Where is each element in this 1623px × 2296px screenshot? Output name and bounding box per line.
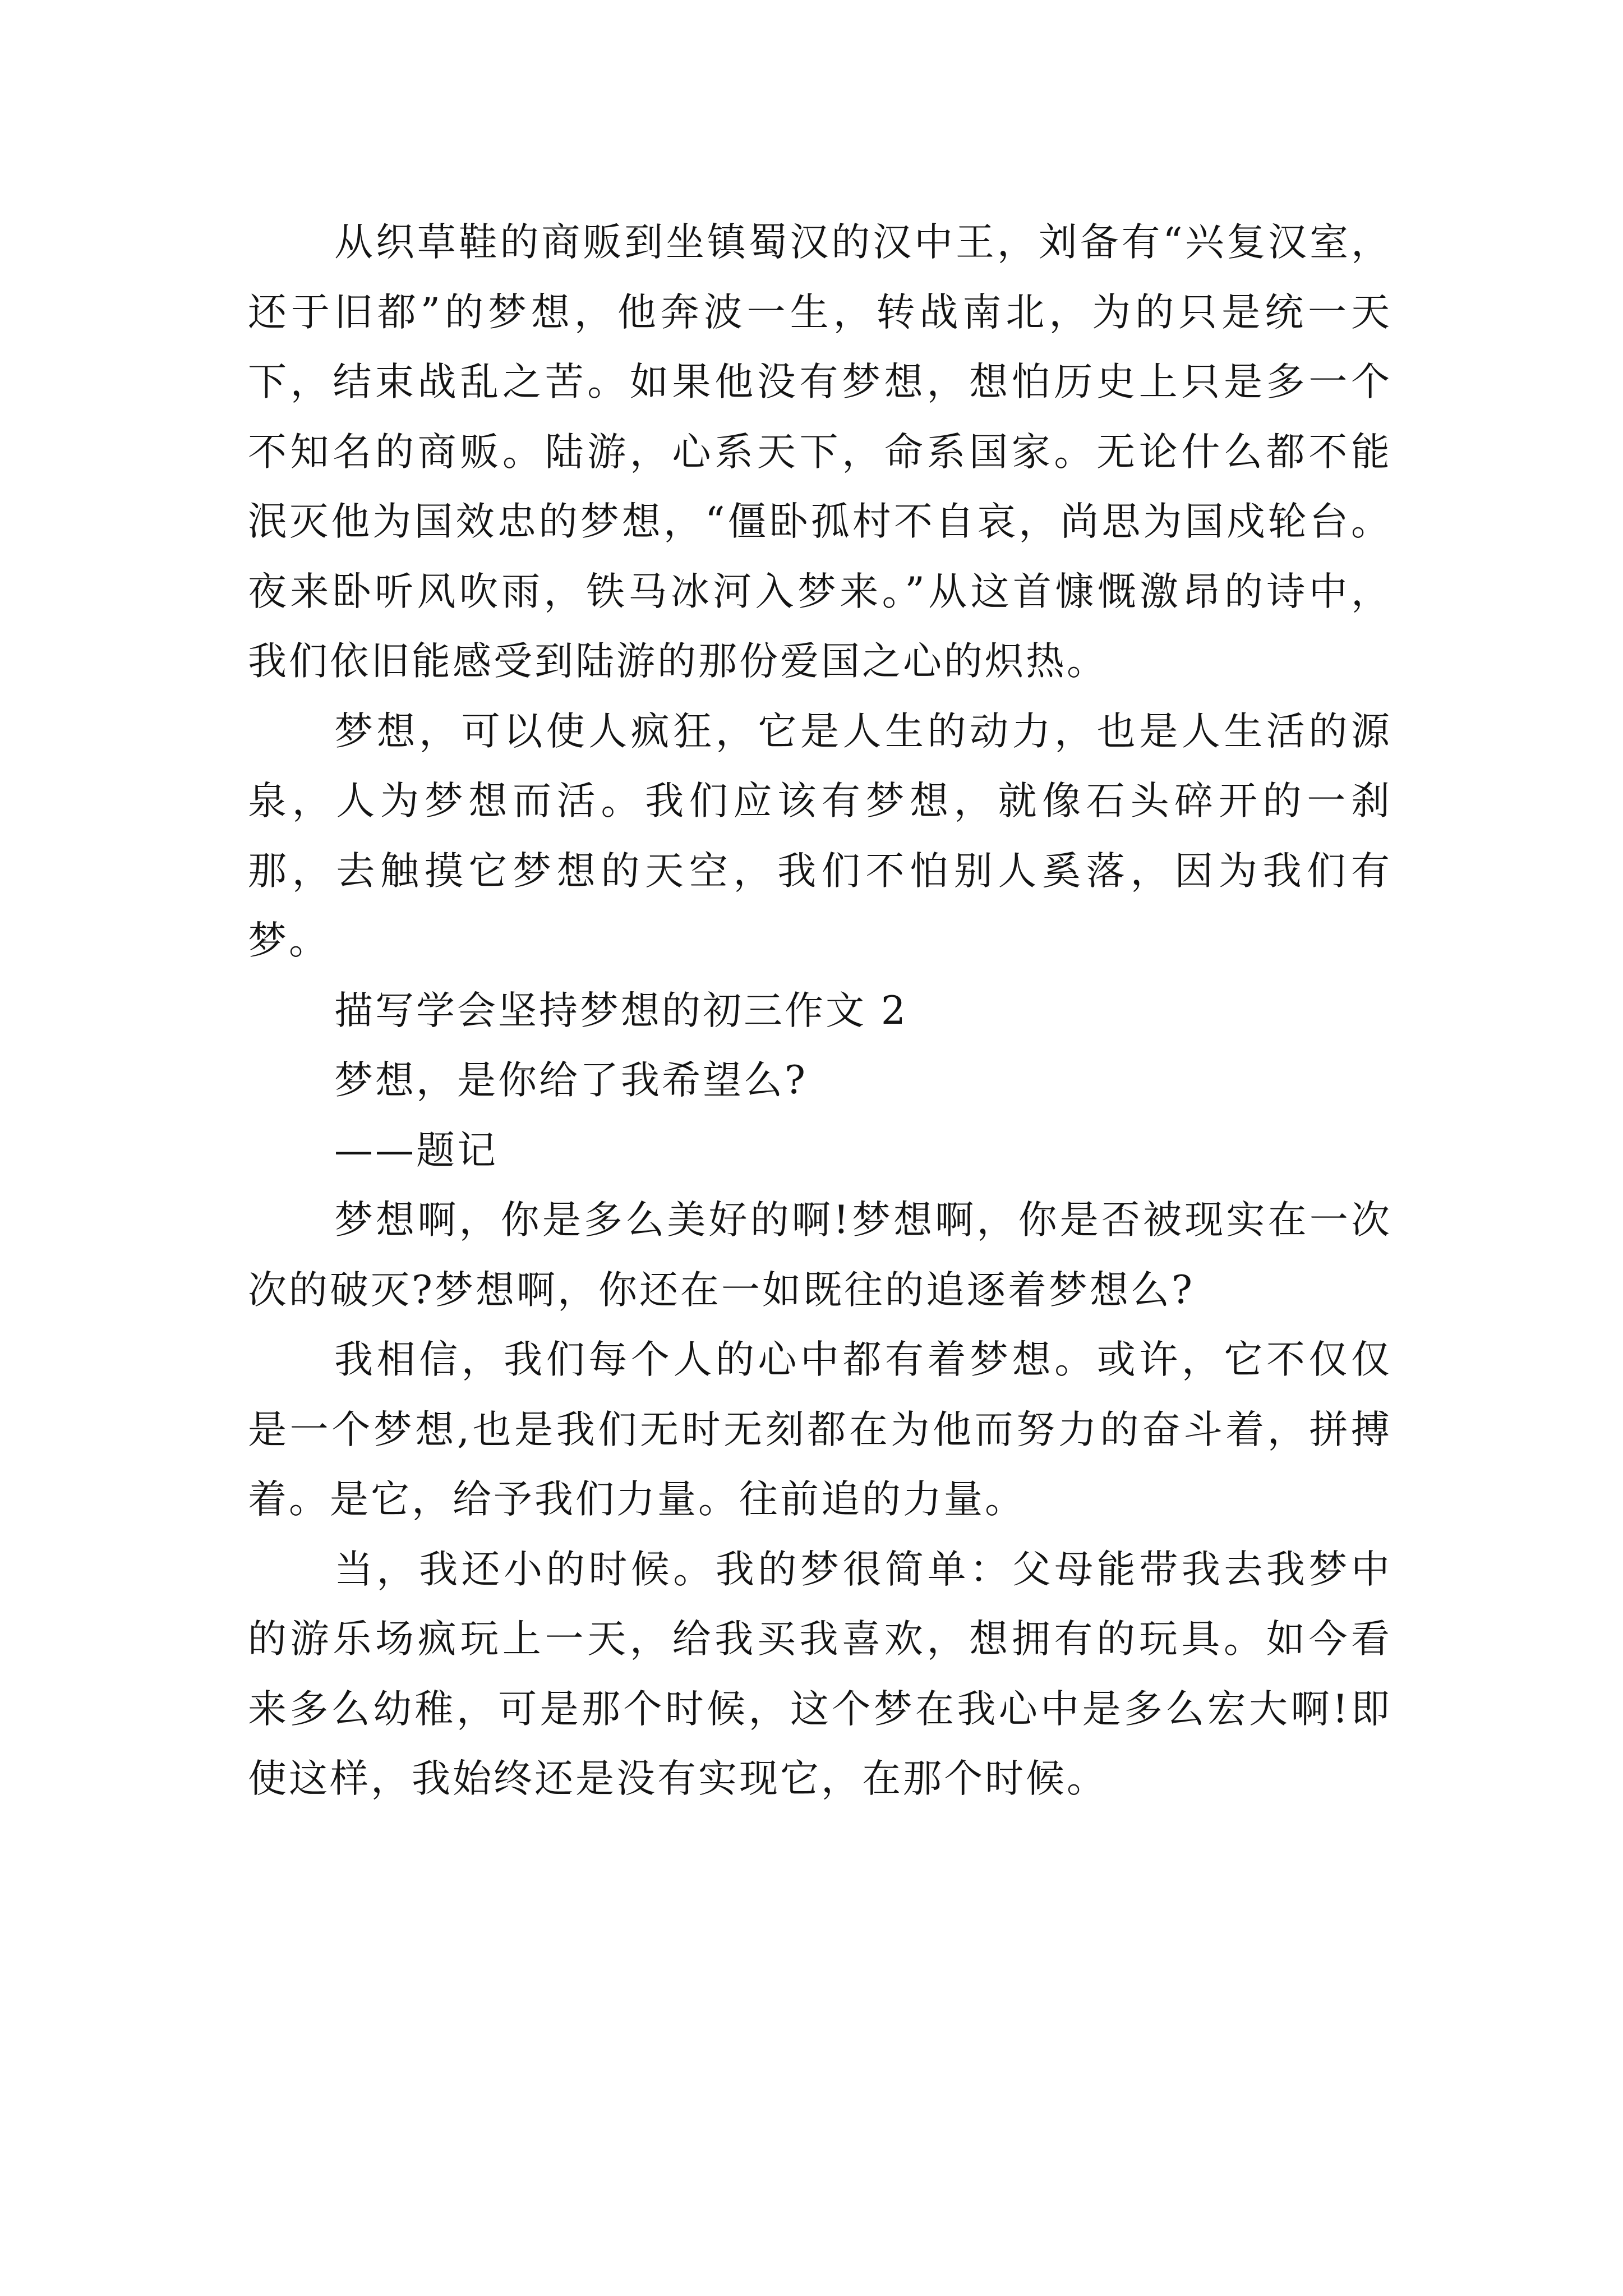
paragraph: 从织草鞋的商贩到坐镇蜀汉的汉中王，刘备有“兴复汉室，还于旧都”的梦想，他奔波一生，转战南北，为的只是统一天下，结束战乱之苦。如果他没有梦想，想怕历史上只是多一个不知名的商贩。陆游，心系天下，命系国家。无论什么都不能泯灭他为国效忠的梦想，“僵卧孤村不自哀，尚思为国戍轮台。夜来卧听风吹雨，铁马冰河入梦来。”从这首慷慨激昂的诗中，我们依旧能感受到陆游的那份爱国之心的炽热。 <box>248 220 1392 684</box>
document-body <box>248 208 1392 1814</box>
paragraph: 我相信，我们每个人的心中都有着梦想。或许，它不仅仅是一个梦想,也是我们无时无刻都在为他而努力的奋斗着，拼搏着。是它，给予我们力量。往前追的力量。 <box>248 1337 1392 1522</box>
paragraph: 梦想啊，你是多么美好的啊!梦想啊，你是否被现实在一次次的破灭?梦想啊，你还在一如既往的追逐着梦想么? <box>248 1198 1392 1313</box>
paragraph: 梦想，是你给了我希望么? <box>334 1058 808 1103</box>
paragraph: 当，我还小的时候。我的梦很简单：父母能带我去我梦中的游乐场疯玩上一天，给我买我喜欢，想拥有的玩具。如今看来多么幼稚，可是那个时候，这个梦在我心中是多么宏大啊!即使这样，我始终还是没有实现它，在那个时候。 <box>248 1547 1392 1801</box>
section-heading: 描写学会坚持梦想的初三作文 2 <box>334 988 908 1033</box>
epigraph-attribution: ——题记 <box>334 1128 498 1173</box>
paragraph: 梦想，可以使人疯狂，它是人生的动力，也是人生活的源泉，人为梦想而活。我们应该有梦想，就像石头碎开的一刹那，去触摸它梦想的天空，我们不怕别人奚落，因为我们有梦。 <box>248 708 1392 963</box>
